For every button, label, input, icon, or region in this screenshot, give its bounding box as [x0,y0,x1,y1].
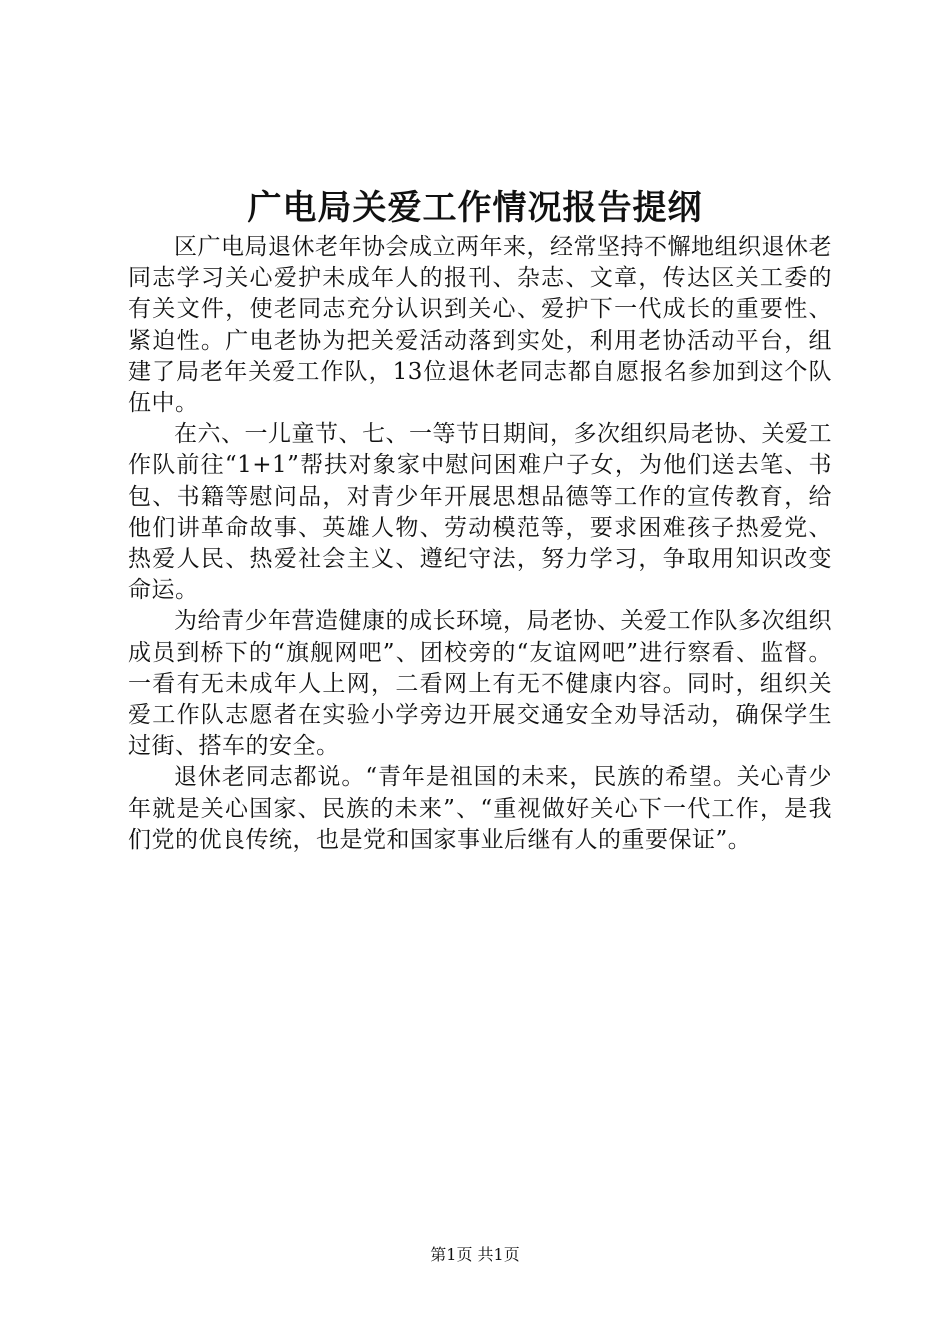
paragraph-2: 在六、一儿童节、七、一等节日期间，多次组织局老协、关爱工作队前往“1+1”帮扶对象家中慰问困难户子女，为他们送去笔、书包、书籍等慰问品，对青少年开展思想品德等工作的宣传教育，给他们讲革命故事、英雄人物、劳动模范等，要求困难孩子热爱党、热爱人民、热爱社会主义、遵纪守法，努力学习，争取用知识改变命运。 [128,421,832,604]
document-body [128,232,832,856]
page-number-footer: 第1页 共1页 [430,1245,520,1264]
paragraph-4: 退休老同志都说。“青年是祖国的未来，民族的希望。关心青少年就是关心国家、民族的未来”、“重视做好关心下一代工作，是我们党的优良传统，也是党和国家事业后继有人的重要保证”。 [128,764,832,853]
document-title: 广电局关爱工作情况报告提纲 [247,188,703,228]
paragraph-3: 为给青少年营造健康的成长环境，局老协、关爱工作队多次组织成员到桥下的“旗舰网吧”、团校旁的“友谊网吧”进行察看、监督。一看有无未成年人上网，二看网上有无不健康内容。同时，组织关爱工作队志愿者在实验小学旁边开展交通安全劝导活动，确保学生过街、搭车的安全。 [128,608,832,760]
paragraph-1: 区广电局退休老年协会成立两年来，经常坚持不懈地组织退休老同志学习关心爱护未成年人的报刊、杂志、文章，传达区关工委的有关文件，使老同志充分认识到关心、爱护下一代成长的重要性、紧迫性。广电老协为把关爱活动落到实处，利用老协活动平台，组建了局老年关爱工作队，13位退休老同志都自愿报名参加到这个队伍中。 [128,234,832,417]
